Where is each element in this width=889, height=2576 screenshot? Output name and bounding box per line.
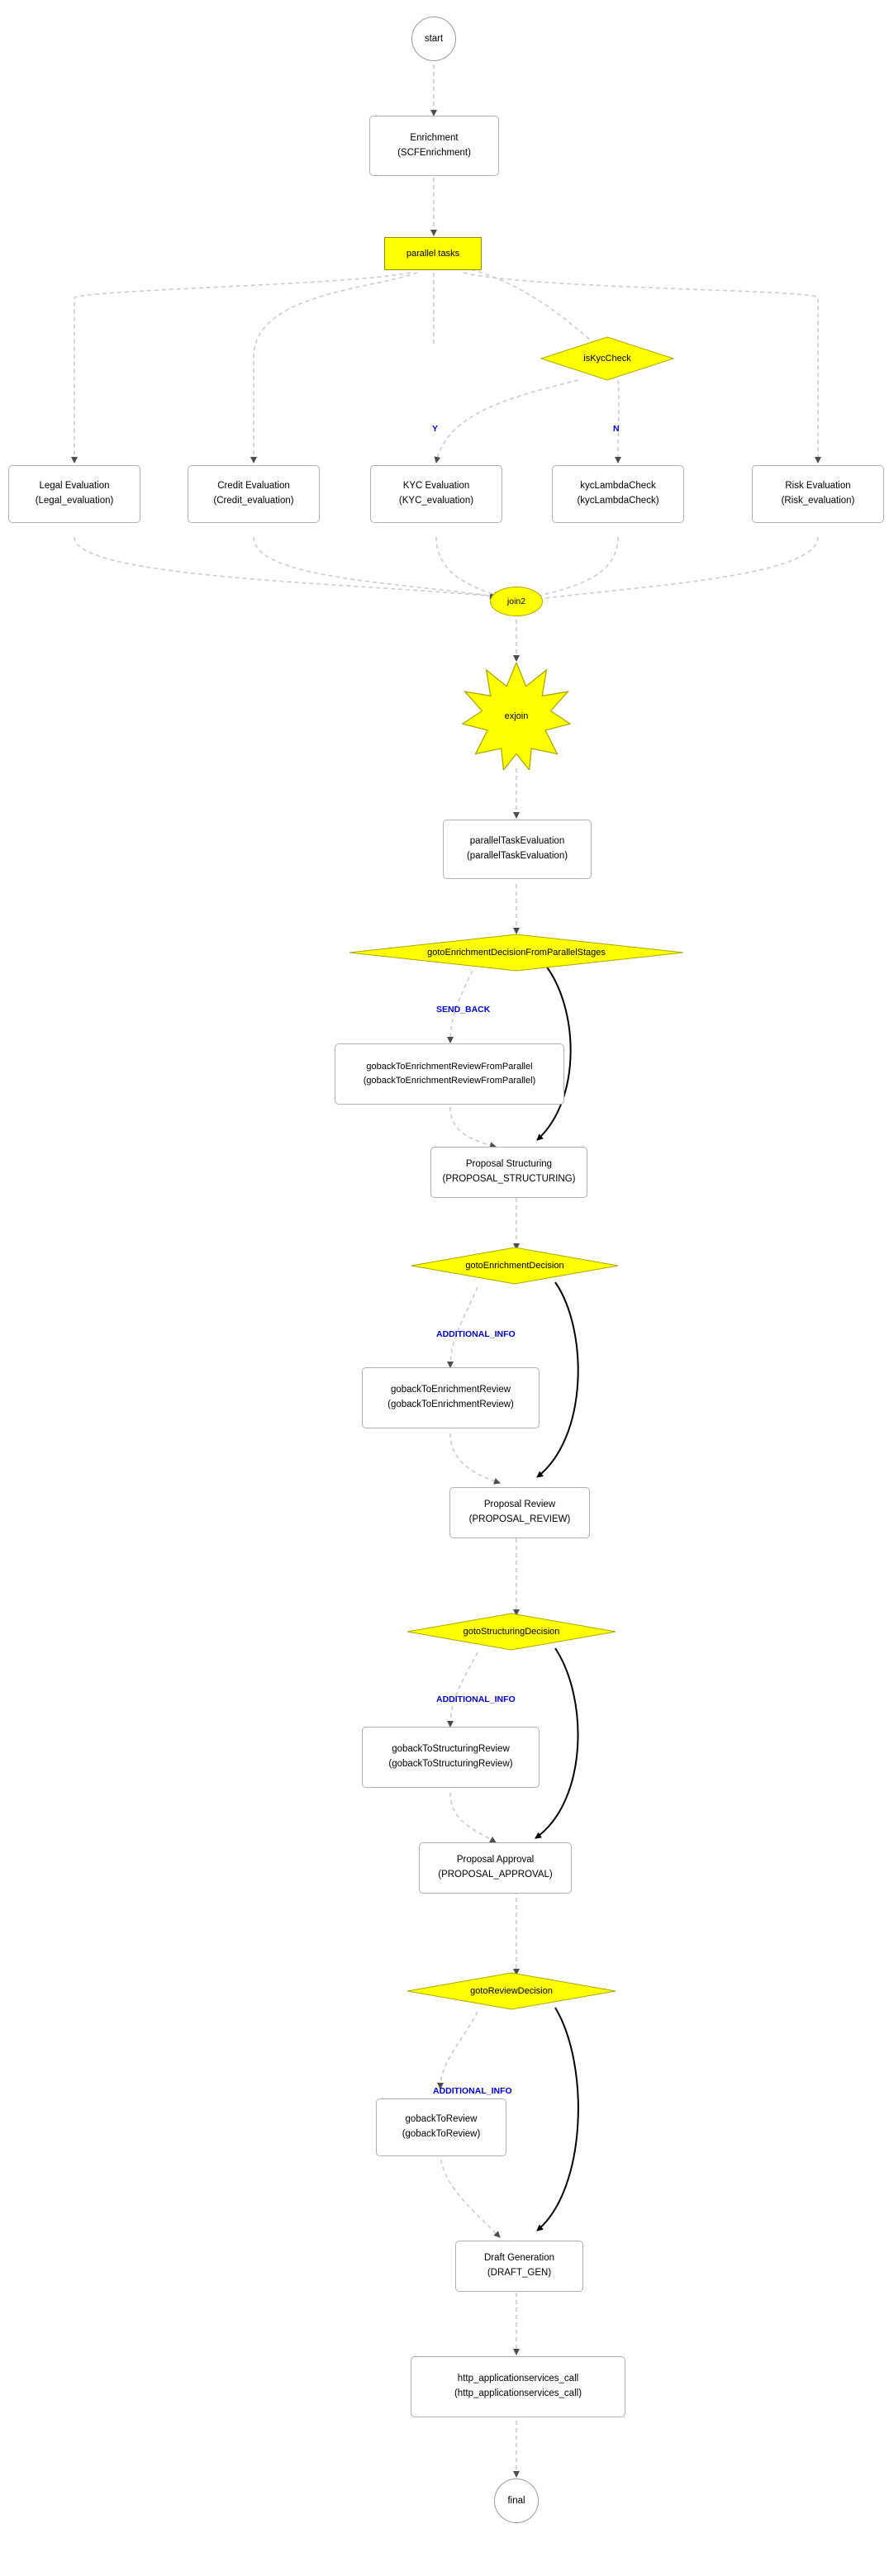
node-goto-enrichment-decision-from-parallel[interactable]: [349, 934, 683, 971]
node-proposal-review-line2: (PROPOSAL_REVIEW): [468, 1514, 571, 1524]
node-final-label: final: [507, 2496, 525, 2506]
node-goto-enrichment-decision[interactable]: [411, 1248, 618, 1284]
edge-label-send-back: SEND_BACK: [436, 1005, 491, 1015]
node-goback-to-structuring-review-line1: gobackToStructuringReview: [392, 1744, 510, 1755]
edge-label-additional-info-2: ADDITIONAL_INFO: [436, 1694, 516, 1704]
node-enrichment[interactable]: [369, 116, 499, 176]
node-legal-evaluation[interactable]: [8, 465, 140, 523]
node-goto-structuring-decision-label: gotoStructuringDecision: [463, 1627, 560, 1637]
node-parallel-task-evaluation-line1: parallelTaskEvaluation: [469, 836, 565, 847]
node-final[interactable]: [494, 2479, 539, 2523]
node-goback-to-enrichment-review-line1: gobackToEnrichmentReview: [390, 1385, 511, 1395]
edge-label-additional-info-1: ADDITIONAL_INFO: [436, 1329, 516, 1339]
node-legal-evaluation-line1: Legal Evaluation: [39, 481, 110, 492]
node-goback-to-enrichment-review-line2: (gobackToEnrichmentReview): [387, 1400, 514, 1409]
node-kyc-lambda-check-line2: (kycLambdaCheck): [577, 496, 659, 506]
node-proposal-approval-line1: Proposal Approval: [456, 1855, 535, 1865]
node-credit-evaluation[interactable]: [188, 465, 320, 523]
node-join2[interactable]: [490, 587, 543, 616]
node-risk-evaluation[interactable]: [752, 465, 884, 523]
node-proposal-approval[interactable]: [419, 1842, 572, 1894]
node-proposal-review[interactable]: [449, 1487, 590, 1538]
node-kyc-evaluation[interactable]: [370, 465, 502, 523]
node-risk-evaluation-line1: Risk Evaluation: [785, 481, 851, 492]
node-proposal-approval-line2: (PROPOSAL_APPROVAL): [438, 1870, 553, 1880]
node-parallel-tasks-label: parallel tasks: [406, 249, 460, 259]
node-goto-review-decision-label: gotoReviewDecision: [470, 1986, 553, 1996]
node-start-label: start: [424, 34, 444, 44]
node-draft-generation[interactable]: [455, 2241, 583, 2292]
node-kyc-evaluation-line1: KYC Evaluation: [402, 481, 470, 492]
node-goback-to-structuring-review[interactable]: [362, 1727, 540, 1788]
node-goto-structuring-decision[interactable]: [407, 1614, 616, 1650]
node-proposal-structuring-line2: (PROPOSAL_STRUCTURING): [442, 1174, 576, 1184]
node-join2-label: join2: [506, 596, 526, 606]
node-exjoin-label: exjoin: [504, 711, 529, 721]
node-goback-to-enrichment-review-from-parallel-line2: (gobackToEnrichmentReviewFromParallel): [363, 1076, 536, 1086]
node-credit-evaluation-line2: (Credit_evaluation): [213, 496, 294, 506]
node-parallel-tasks[interactable]: [384, 237, 482, 270]
node-enrichment-line1: Enrichment: [410, 132, 459, 143]
edge-label-kyc-yes: Y: [432, 424, 439, 434]
node-draft-generation-line2: (DRAFT_GEN): [487, 2268, 552, 2278]
node-proposal-review-line1: Proposal Review: [483, 1499, 556, 1510]
node-http-applicationservices-call-line2: (http_applicationservices_call): [454, 2388, 582, 2398]
node-proposal-structuring-line1: Proposal Structuring: [465, 1159, 553, 1170]
edge-label-kyc-no: N: [613, 424, 620, 434]
node-is-kyc-check-label: isKycCheck: [583, 354, 631, 364]
node-goback-to-enrichment-review-from-parallel-line1: gobackToEnrichmentReviewFromParallel: [366, 1061, 533, 1072]
node-goto-enrichment-decision-from-parallel-label: gotoEnrichmentDecisionFromParallelStages: [427, 948, 606, 958]
node-goback-to-enrichment-review-from-parallel[interactable]: [335, 1043, 564, 1105]
node-start[interactable]: [411, 17, 456, 61]
node-goback-to-review-line1: gobackToReview: [405, 2114, 478, 2125]
node-proposal-structuring[interactable]: [430, 1147, 587, 1198]
node-goback-to-enrichment-review[interactable]: [362, 1367, 540, 1428]
node-is-kyc-check[interactable]: [541, 337, 673, 380]
node-credit-evaluation-line1: Credit Evaluation: [217, 481, 290, 492]
node-parallel-task-evaluation[interactable]: [443, 820, 592, 879]
node-goback-to-review[interactable]: [376, 2098, 506, 2156]
node-parallel-task-evaluation-line2: (parallelTaskEvaluation): [466, 851, 568, 861]
node-http-applicationservices-call[interactable]: [411, 2356, 625, 2417]
node-kyc-lambda-check-line1: kycLambdaCheck: [580, 481, 656, 492]
node-risk-evaluation-line2: (Risk_evaluation): [781, 496, 855, 506]
edge-label-additional-info-3: ADDITIONAL_INFO: [433, 2086, 512, 2096]
node-http-applicationservices-call-line1: http_applicationservices_call: [457, 2374, 579, 2384]
node-legal-evaluation-line2: (Legal_evaluation): [35, 496, 114, 506]
node-draft-generation-line1: Draft Generation: [483, 2253, 554, 2264]
node-kyc-lambda-check[interactable]: [552, 465, 684, 523]
node-goback-to-structuring-review-line2: (gobackToStructuringReview): [388, 1759, 513, 1769]
node-exjoin[interactable]: [457, 663, 576, 770]
node-kyc-evaluation-line2: (KYC_evaluation): [398, 496, 474, 506]
node-goto-enrichment-decision-label: gotoEnrichmentDecision: [465, 1261, 564, 1271]
node-goback-to-review-line2: (gobackToReview): [402, 2129, 481, 2139]
node-enrichment-line2: (SCFEnrichment): [397, 147, 471, 158]
node-goto-review-decision[interactable]: [407, 1973, 616, 2009]
